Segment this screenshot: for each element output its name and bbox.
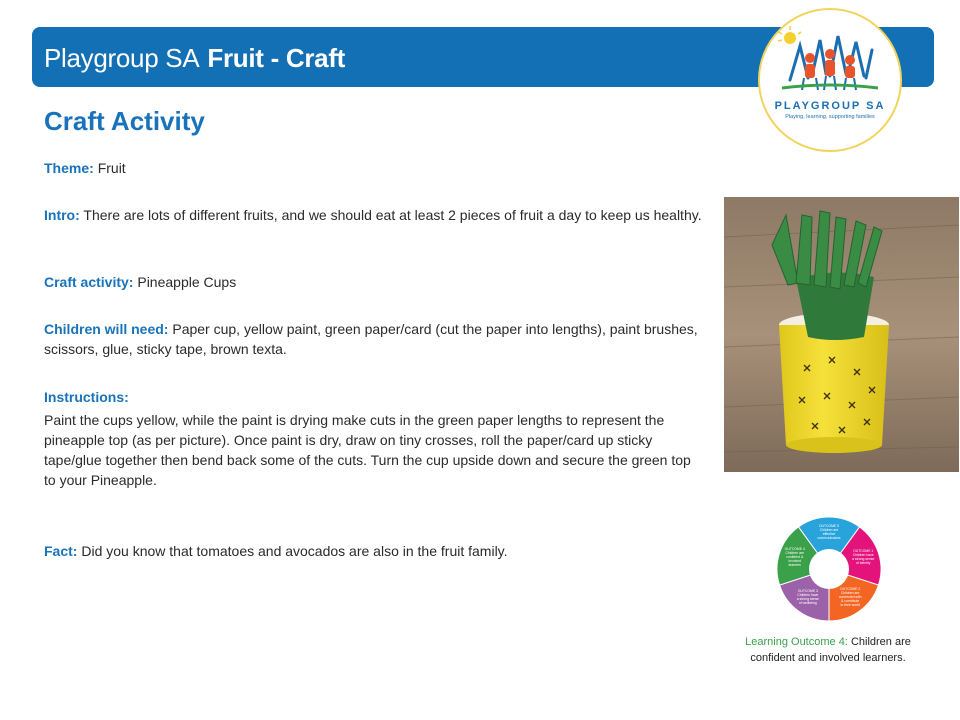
craft-activity-text: Pineapple Cups xyxy=(137,274,237,290)
instructions-label: Instructions: xyxy=(44,389,129,405)
materials-paragraph xyxy=(44,319,704,359)
materials-text: Paper cup, yellow paint, green paper/card (cut the paper into lengths), paint brushes, scissors, glue, sticky tape, brown texta. xyxy=(44,321,698,357)
outcome-segment-label: OUTCOME 3 Children have a strong sense of wellbeing xyxy=(796,589,819,606)
learning-outcome-caption xyxy=(740,634,916,666)
logo-figures-icon xyxy=(760,10,900,150)
logo-tagline: Playing, learning, supporting families xyxy=(785,114,875,120)
learning-outcome-label: Learning Outcome 4: xyxy=(745,636,848,648)
intro-label: Intro: xyxy=(44,207,80,223)
header-title xyxy=(44,43,345,74)
playgroup-logo xyxy=(758,8,902,152)
craft-activity-line xyxy=(44,272,704,292)
intro-text: There are lots of different fruits, and we should eat at least 2 pieces of fruit a day to keep us healthy. xyxy=(83,207,702,223)
outcome-segment-label: OUTCOME 1 Children have a strong sense of identity xyxy=(852,548,875,565)
page-heading: Craft Activity xyxy=(44,106,205,136)
pineapple-cup-photo xyxy=(724,197,959,472)
craft-activity-label: Craft activity: xyxy=(44,274,134,290)
outcome-segment-label: OUTCOME 4 Children are confident & involved learners xyxy=(784,546,805,567)
theme-line xyxy=(44,158,704,178)
theme-text: Fruit xyxy=(97,160,126,176)
intro-paragraph xyxy=(44,205,704,225)
outcome-segment-label: OUTCOME 2 Children are connected with & contribute to their world xyxy=(838,587,862,608)
theme-label: Theme: xyxy=(44,160,94,176)
instructions-text: Paint the cups yellow, while the paint is drying make cuts in the green paper lengths to represent the pineapple top (as per picture). Once paint is dry, draw on tiny crosses, roll the paper/card up sticky tape/glue together then bend back some of the cuts. Turn the cup upside down and secure the green top to your Pineapple. xyxy=(44,412,691,488)
brand-name: Playgroup SA xyxy=(44,43,200,73)
materials-label: Children will need: xyxy=(44,321,169,337)
fact-label: Fact: xyxy=(44,543,78,559)
learning-outcomes-wheel xyxy=(776,516,882,622)
fact-text: Did you know that tomatoes and avocados are also in the fruit family. xyxy=(81,543,508,559)
fact-line xyxy=(44,541,704,561)
outcome-segment-label: OUTCOME 5 Children are effective communicators xyxy=(817,524,841,540)
page-topic: Fruit - Craft xyxy=(207,43,346,73)
learning-outcome-text: Children are confident and involved learners. xyxy=(750,636,911,664)
logo-name: PLAYGROUP SA xyxy=(774,100,886,112)
instructions-heading xyxy=(44,387,704,407)
